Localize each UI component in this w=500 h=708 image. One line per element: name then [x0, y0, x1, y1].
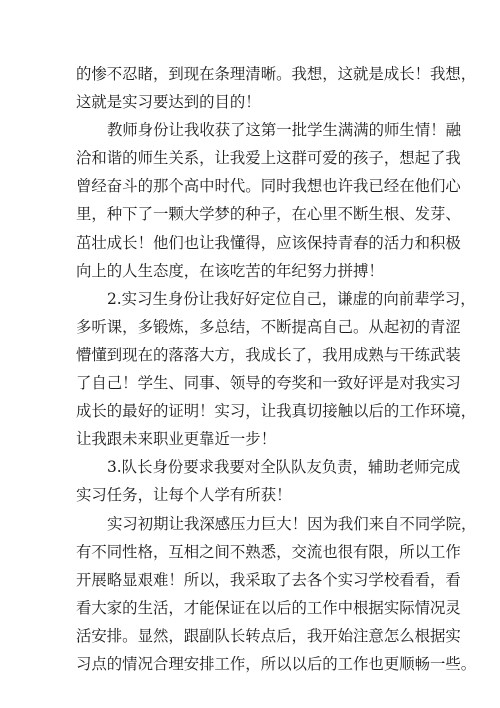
paragraph-teacher-identity: [76, 116, 461, 285]
text-line: 的惨不忍睹，到现在条理清晰。我想，这就是成长！我想，: [76, 65, 477, 83]
text-line: 3.队长身份要求我要对全队队友负责，辅助老师完成: [107, 458, 461, 477]
text-line: 看大家的生活，才能保证在以后的工作中根据实际情况灵: [76, 598, 461, 617]
text-line: 有不同性格，互相之间不熟悉，交流也很有限，所以工作: [76, 542, 461, 561]
text-line: 洽和谐的师生关系，让我爱上这群可爱的孩子，想起了我: [76, 149, 461, 168]
text-line: 成长的最好的证明！实习，让我真切接触以后的工作环境，: [76, 402, 477, 421]
text-line: 开展略显艰难！所以，我采取了去各个实习学校看看，看: [76, 570, 461, 589]
text-line: 茁壮成长！他们也让我懂得，应该保持青春的活力和积极: [76, 233, 461, 252]
text-line: 让我跟未来职业更靠近一步！: [76, 430, 277, 449]
text-line: 实习任务，让每个人学有所获！: [76, 486, 292, 505]
text-line: 曾经奋斗的那个高中时代。同时我想也许我已经在他们心: [76, 177, 461, 196]
document-page: [76, 60, 477, 678]
text-line: 向上的人生态度，在该吃苦的年纪努力拼搏！: [76, 261, 384, 280]
paragraph-captain-identity: [76, 453, 461, 509]
text-line: 活安排。显然，跟副队长转点后，我开始注意怎么根据实: [76, 626, 461, 645]
paragraph-intern-identity: [76, 285, 477, 454]
paragraph-continuation: [76, 60, 477, 116]
text-line: 里，种下了一颗大学梦的种子，在心里不断生根、发芽、: [76, 205, 461, 224]
paragraph-early-pressure: [76, 510, 477, 679]
text-line: 懵懂到现在的落落大方，我成长了，我用成熟与干练武装: [76, 345, 461, 364]
text-line: 2.实习生身份让我好好定位自己，谦虚的向前辈学习，: [107, 289, 476, 308]
text-line: 教师身份让我收获了这第一批学生满满的师生情！融: [107, 121, 461, 140]
text-line: 实习初期让我深感压力巨大！因为我们来自不同学院，: [107, 514, 477, 533]
text-line: 这就是实习要达到的目的！: [76, 93, 261, 112]
text-line: 多听课，多锻炼，多总结，不断提高自己。从起初的青涩: [76, 317, 461, 336]
text-line: 了自己！学生、同事、领导的夸奖和一致好评是对我实习: [76, 374, 461, 393]
text-line: 习点的情况合理安排工作，所以以后的工作也更顺畅一些。: [76, 654, 477, 673]
